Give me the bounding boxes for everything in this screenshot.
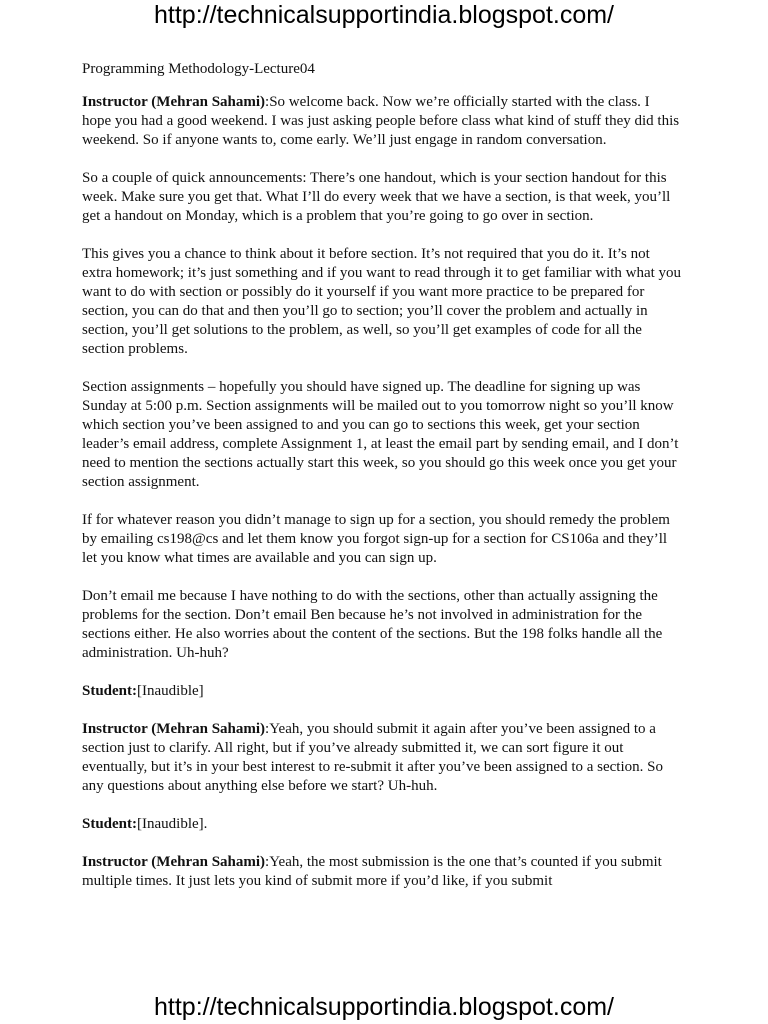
speaker-label: Student: [82,683,138,699]
speaker-label: Instructor (Mehran Sahami) [82,721,266,737]
paragraph-text: :So welcome back. Now we’re officially started with the class. I hope you had a good weekend. I was just asking people before class what kind of stuff they did this weekend. So if anyone wants to, come early. We’ll just engage in random conversation. [82,94,680,148]
speaker-label: Instructor (Mehran Sahami) [82,94,266,110]
paragraph-text: :Yeah, you should submit it again after you’ve been assigned to a section just to clarify. All right, but if you’ve already submitted it, we can sort figure it out eventually, but it’s in your best interest to re-submit it after you’ve been assigned to a section. So any questions about anything else before we start? Uh-huh. [82,721,663,794]
document-body [82,60,682,910]
paragraph-text: :Yeah, the most submission is the one that’s counted if you submit multiple times. It just lets you kind of submit more if you’d like, if you submit [82,854,662,889]
paragraph [82,853,682,891]
speaker-label: Instructor (Mehran Sahami) [82,854,266,870]
header-url: http://technicalsupportindia.blogspot.com/ [154,1,614,29]
paragraph-text: If for whatever reason you didn’t manage to sign up for a section, you should remedy the problem by emailing cs198@cs and let them know you forgot sign-up for a section for CS106a and they’ll let you know what times are available and you can sign up. [82,512,670,566]
document-title: Programming Methodology-Lecture04 [82,61,315,77]
paragraph-text: Don’t email me because I have nothing to do with the sections, other than actually assigning the problems for the section. Don’t email Ben because he’s not involved in administration for the sections either. He also worries about the content of the sections. But the 198 folks handle all the administration. Uh-huh? [82,588,663,661]
paragraph [82,93,682,150]
paragraph [82,682,682,701]
paragraph-text: [Inaudible] [137,683,204,699]
paragraph-text: So a couple of quick announcements: There’s one handout, which is your section handout for this week. Make sure you get that. What I’ll do every week that we have a section, is that week, you’ll get a handout on Monday, which is a problem that you’re going to go over in section. [82,170,671,224]
paragraph-text: Section assignments – hopefully you should have signed up. The deadline for signing up was Sunday at 5:00 p.m. Section assignments will be mailed out to you tomorrow night so you’ll know which section you’ve been assigned to and you can go to sections this week, get your section leader’s email address, complete Assignment 1, at least the email part by sending email, and I don’t need to mention the sections actually start this week, so you should go this week once you get your section assignment. [82,379,679,490]
paragraph [82,511,682,568]
paragraph [82,378,682,492]
paragraph-text: [Inaudible]. [137,816,208,832]
paragraph [82,815,682,834]
paragraph [82,245,682,359]
paragraph [82,169,682,226]
paragraph [82,587,682,663]
paragraph-text: This gives you a chance to think about it before section. It’s not required that you do it. It’s not extra homework; it’s just something and if you want to read through it to get familiar with what you want to do with section or possibly do it yourself if you want more practice to be prepared for section, you can do that and then you’ll go to section; you’ll cover the problem and actually in section, you’ll get solutions to the problem, as well, so you’ll get examples of code for all the section problems. [82,246,682,357]
footer-url: http://technicalsupportindia.blogspot.com/ [154,993,614,1021]
speaker-label: Student: [82,816,138,832]
paragraph [82,720,682,796]
